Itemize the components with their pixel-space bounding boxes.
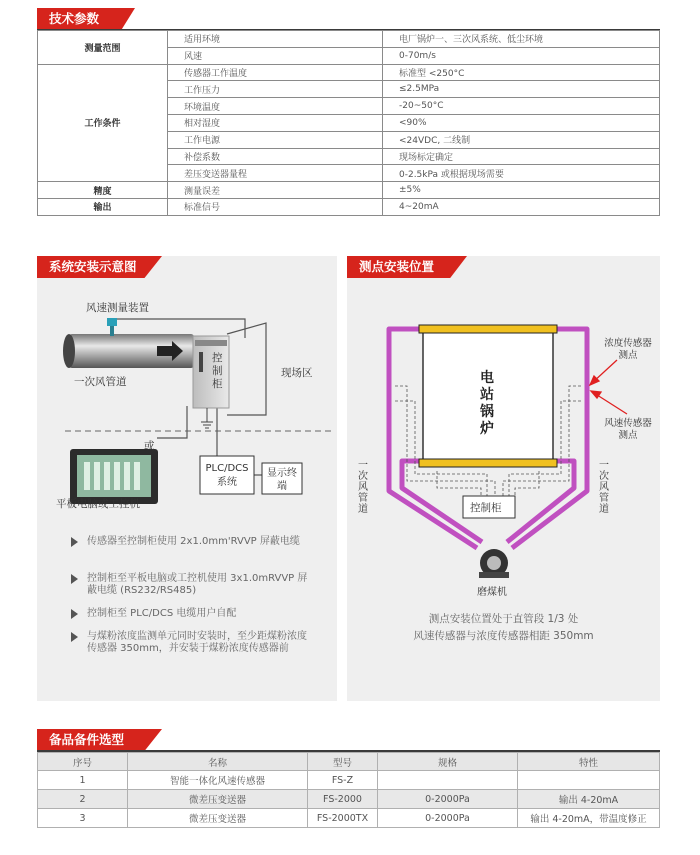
list-item: 与煤粉浓度监测单元同时安装时，至少距煤粉浓度传感器 350mm，并安装于煤粉浓度传感器前 — [71, 631, 311, 655]
value-cell: 标准型 <250°C — [383, 64, 660, 81]
item-cell: 标准信号 — [168, 198, 383, 215]
value-cell: <24VDC, 二线制 — [383, 131, 660, 148]
table-row — [38, 31, 660, 48]
install-note-2: 风速传感器与浓度传感器相距 350mm — [413, 630, 594, 642]
cell: FS-2000 — [308, 790, 378, 809]
value-cell: 4~20mA — [383, 198, 660, 215]
item-cell: 工作压力 — [168, 81, 383, 98]
duct-left-label: 一次风管道 — [358, 460, 368, 515]
cell: 输出 4-20mA — [518, 790, 660, 809]
item-cell: 传感器工作温度 — [168, 64, 383, 81]
ground-icon — [201, 408, 213, 428]
cell: 输出 4-20mA，带温度修正 — [518, 809, 660, 828]
table-header-row — [38, 753, 660, 771]
value-cell: 0-2.5kPa 或根据现场需要 — [383, 165, 660, 182]
item-cell: 相对湿度 — [168, 114, 383, 131]
table-row — [38, 790, 660, 809]
col-header: 序号 — [38, 753, 128, 771]
boiler-bottom-header — [419, 459, 557, 467]
table-row — [38, 771, 660, 790]
duct-right-label: 一次风管道 — [599, 460, 609, 515]
coal-mill-icon — [479, 549, 509, 578]
cell: 0-2000Pa — [378, 809, 518, 828]
cabinet-label: 控制柜 — [212, 352, 223, 390]
col-header: 型号 — [308, 753, 378, 771]
cell: 0-2000Pa — [378, 790, 518, 809]
tablet-label: 平板电脑或工控机 — [56, 498, 140, 510]
item-cell: 风速 — [168, 47, 383, 64]
points-cabinet-label: 控制柜 — [470, 502, 502, 514]
duct-label: 一次风管道 — [74, 376, 127, 388]
group-cell: 测量范围 — [38, 31, 168, 65]
list-item: 控制柜至 PLC/DCS 电缆用户自配 — [71, 608, 311, 620]
col-header: 特性 — [518, 753, 660, 771]
tech-section-tag — [37, 8, 135, 30]
system-section-title: 系统安装示意图 — [49, 259, 137, 274]
table-row — [38, 809, 660, 828]
boiler-top-header — [419, 325, 557, 333]
value-cell: 电厂锅炉一、三次风系统、低尘环境 — [383, 31, 660, 48]
value-cell: 0-70m/s — [383, 47, 660, 64]
value-cell: 现场标定确定 — [383, 148, 660, 165]
group-cell: 输出 — [38, 198, 168, 215]
cell: 智能一体化风速传感器 — [128, 771, 308, 790]
col-header: 规格 — [378, 753, 518, 771]
value-cell: ≤2.5MPa — [383, 81, 660, 98]
conc-sensor-label: 浓度传感器测点 — [604, 338, 652, 361]
display-label: 显示终端 — [267, 468, 297, 492]
value-cell: <90% — [383, 114, 660, 131]
cell: 微差压变送器 — [128, 809, 308, 828]
value-cell: -20~50°C — [383, 98, 660, 115]
cell: 1 — [38, 771, 128, 790]
parts-section-tag — [37, 729, 162, 751]
list-item: 控制柜至平板电脑或工控机使用 3x1.0mRVVP 屏蔽电缆 (RS232/RS485) — [71, 573, 311, 597]
points-section-title: 测点安装位置 — [359, 259, 435, 274]
field-area-label: 现场区 — [281, 367, 313, 379]
parts-section-title: 备品备件选型 — [49, 732, 125, 747]
group-cell: 工作条件 — [38, 64, 168, 182]
group-cell: 精度 — [38, 182, 168, 199]
cell — [378, 771, 518, 790]
item-cell: 补偿系数 — [168, 148, 383, 165]
item-cell: 环境温度 — [168, 98, 383, 115]
install-note-1: 测点安装位置处于直管段 1/3 处 — [428, 613, 579, 625]
item-cell: 工作电源 — [168, 131, 383, 148]
sensor-label: 风速测量装置 — [86, 302, 149, 314]
plc-label: PLC/DCS系统 — [205, 463, 249, 488]
tech-section-title: 技术参数 — [49, 11, 100, 26]
cell: 3 — [38, 809, 128, 828]
table-row — [38, 198, 660, 215]
wind-sensor-icon — [107, 318, 117, 336]
boiler-label: 电站锅炉 — [480, 370, 494, 437]
tech-spec-table — [37, 30, 660, 216]
item-cell: 差压变送器量程 — [168, 165, 383, 182]
cabinet-to-field-wire — [227, 323, 266, 415]
col-header: 名称 — [128, 753, 308, 771]
cell: FS-Z — [308, 771, 378, 790]
cell: 微差压变送器 — [128, 790, 308, 809]
wind-sensor-point-label: 风速传感器测点 — [604, 418, 652, 441]
value-cell: ±5% — [383, 182, 660, 199]
list-item: 传感器至控制柜使用 2x1.0mm'RVVP 屏蔽电缆 — [71, 536, 311, 548]
item-cell: 适用环境 — [168, 31, 383, 48]
cabinet-to-tablet-wire — [157, 406, 187, 438]
table-row — [38, 64, 660, 81]
parts-table — [37, 752, 660, 828]
item-cell: 测量误差 — [168, 182, 383, 199]
cell — [518, 771, 660, 790]
measure-point-arrows — [590, 360, 627, 414]
cell: 2 — [38, 790, 128, 809]
table-row — [38, 182, 660, 199]
or-label: 或 — [144, 440, 155, 452]
cell: FS-2000TX — [308, 809, 378, 828]
mill-label: 磨煤机 — [477, 587, 507, 598]
